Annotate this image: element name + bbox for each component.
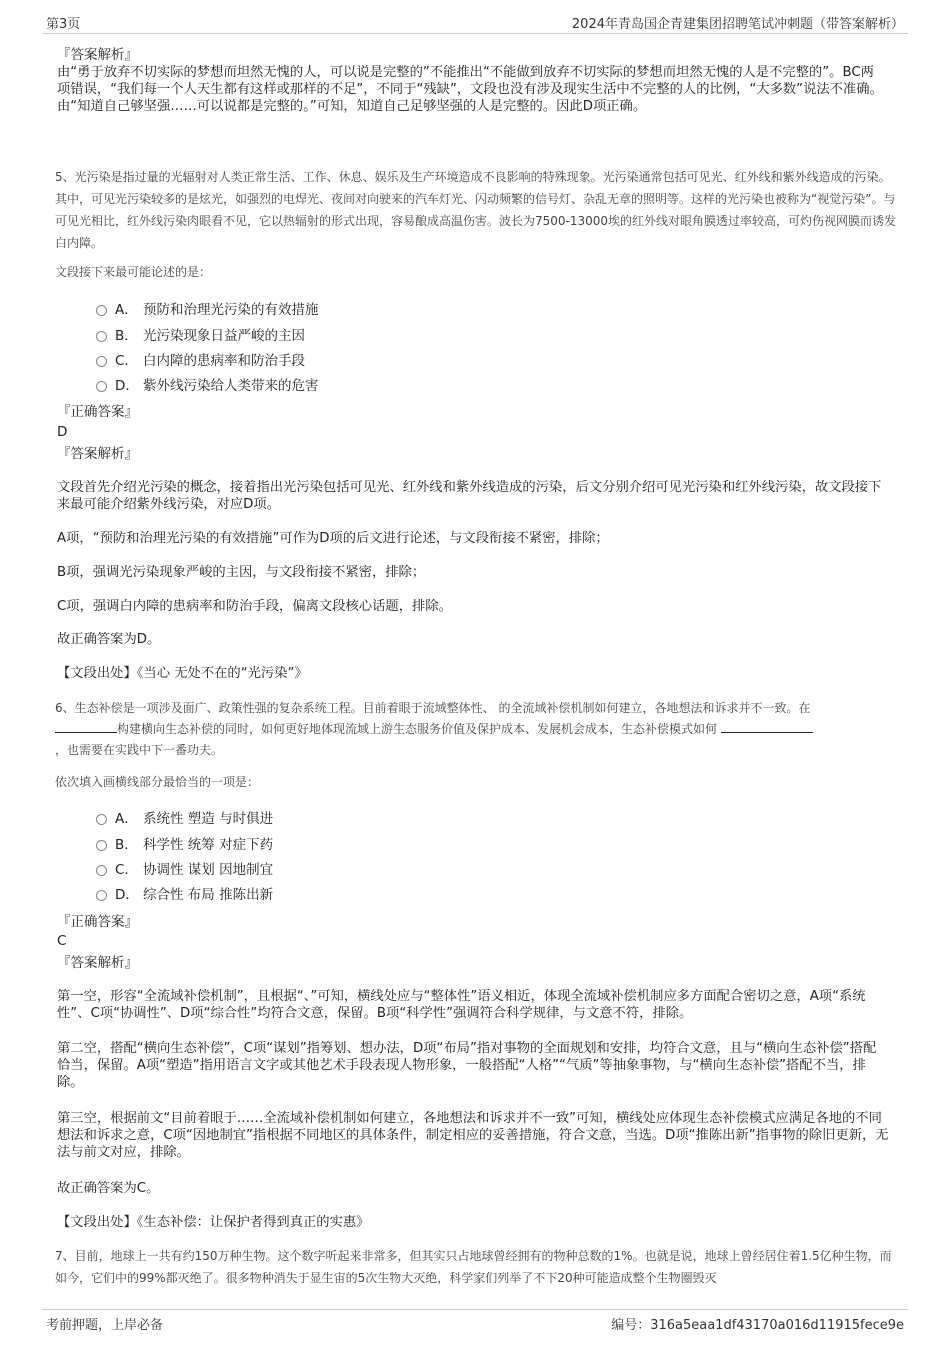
analysis-label: 『答案解析』 [57, 47, 138, 63]
option-letter: D． [115, 887, 139, 903]
option-letter: B． [115, 328, 138, 344]
option-letter: A． [115, 811, 138, 827]
q6-analysis-1 [57, 988, 895, 1022]
question-7-stem: 7、目前，地球上一共有约150万种生物。这个数字听起来非常多，但其实只占地球曾经拥有的物种总数的1%。也就是说，地球上曾经居住着1.5亿种生物，而如今，它们中的99%都灭绝了。很多物种消失于显生宙的5次生物大灭绝，科学家们列举了不下20种可能造成整个生物圈毁灭 [55, 1249, 892, 1285]
q6-option-d[interactable] [96, 883, 273, 903]
header-divider [42, 33, 908, 34]
radio-icon[interactable] [96, 331, 107, 342]
correct-answer: C [57, 933, 67, 949]
analysis-text: 由“勇于放弃不切实际的梦想而坦然无愧的人，可以说是完整的”不能推出“不能做到放弃不切实际的梦想而坦然无愧的人是不完整的”。BC两项错误，“我们每一个人天生都有这样或那样的不足”，不同于“残缺”，文段也没有涉及现实生活中不完整的人的比例，“大多数”说法不准确。由“知道自己够坚强……可以说都是完整的。”可知，知道自己足够坚强的人是完整的。因此D项正确。 [57, 65, 883, 114]
analysis-paragraph: 故正确答案为C。 [57, 1181, 160, 1196]
radio-icon[interactable] [96, 890, 107, 901]
document-title: 2024年青岛国企青建集团招聘笔试冲刺题（带答案解析） [571, 17, 904, 32]
q5-analysis-a [57, 530, 895, 547]
option-text: 光污染现象日益严峻的主因 [143, 328, 305, 344]
analysis-paragraph: 第一空，形容“全流域补偿机制”，且根据“、”可知，横线处应与“整体性”语义相近，体现全流域补偿机制应多方面配合密切之意，A项“系统性”、C项“协调性”、D项“综合性”均符合文意，保留。B项“科学性”强调符合科学规律，与文意不符，排除。 [57, 989, 866, 1021]
radio-icon[interactable] [96, 381, 107, 392]
analysis-paragraph: C项，强调白内障的患病率和防治手段，偏离文段核心话题，排除。 [57, 599, 452, 614]
fill-blank-2 [721, 722, 813, 733]
analysis-label: 『答案解析』 [57, 955, 138, 971]
option-letter: B． [115, 837, 138, 853]
option-text: 协调性 谋划 因地制宜 [143, 862, 274, 878]
question-5-prompt: 文段接下来最可能论述的是： [55, 265, 212, 279]
analysis-paragraph: 第三空，根据前文“目前着眼于……全流域补偿机制如何建立，各地想法和诉求并不一致”可知，横线处应体现生态补偿模式应满足各地的不同想法和诉求之意，C项“因地制宜”指根据不同地区的具体条件，制定相应的妥善措施，符合文意，当选。D项“推陈出新”指事物的除旧更新，无法与前文对应，排除。 [57, 1111, 889, 1160]
radio-icon[interactable] [96, 305, 107, 316]
option-letter: D． [115, 378, 139, 394]
radio-icon[interactable] [96, 356, 107, 367]
correct-answer-label: 『正确答案』 [57, 914, 138, 930]
q5-option-d[interactable] [96, 374, 319, 394]
analysis-label: 『答案解析』 [57, 446, 138, 462]
q6-option-a[interactable] [96, 807, 273, 827]
q6-analysis-3 [57, 1110, 895, 1161]
analysis-paragraph: A项，“预防和治理光污染的有效措施”可作为D项的后文进行论述，与文段衔接不紧密，排除； [57, 531, 609, 546]
q5-conclusion [57, 631, 895, 648]
option-text: 预防和治理光污染的有效措施 [143, 302, 319, 318]
stem-part-2: 构建横向生态补偿的同时，如何更好地体现流域上游生态服务价值及保护成本、发展机会成本，生态补偿模式如何 [117, 722, 718, 736]
option-text: 综合性 布局 推陈出新 [143, 887, 274, 903]
option-text: 科学性 统筹 对症下药 [143, 837, 274, 853]
q6-source [57, 1214, 895, 1231]
document-id: 编号：316a5eaa1df43170a016d11915fece9e [611, 1318, 904, 1333]
q5-option-c[interactable] [96, 349, 305, 369]
option-text: 白内障的患病率和防治手段 [143, 353, 305, 369]
footer-divider [42, 1309, 908, 1310]
fill-blank-1 [55, 722, 117, 733]
question-5-stem: 5、光污染是指过量的光辐射对人类正常生活、工作、休息、娱乐及生产环境造成不良影响的特殊现象。光污染通常包括可见光、红外线和紫外线造成的污染。其中，可见光污染较多的是炫光，如强烈的电焊光、夜间对向驶来的汽车灯光、闪动频繁的信号灯、杂乱无章的照明等。这样的光污染也被称为“视觉污染”。与可见光相比，红外线污染肉眼看不见，它以热辐射的形式出现，容易酿成高温伤害。波长为7500-13000埃的红外线对眼角膜透过率较高，可灼伤视网膜而诱发白内障。 [55, 170, 897, 250]
q6-analysis-2 [57, 1040, 895, 1091]
q6-option-c[interactable] [96, 858, 273, 878]
analysis-paragraph: B项，强调光污染现象严峻的主因，与文段衔接不紧密，排除； [57, 565, 426, 580]
correct-answer: D [57, 424, 68, 440]
stem-part-1: 6、生态补偿是一项涉及面广、政策性强的复杂系统工程。目前着眼于流域整体性、 的全流域补偿机制如何建立，各地想法和诉求并不一致。在 [55, 701, 811, 715]
source-citation: 【文段出处】《生态补偿：让保护者得到真正的实惠》 [57, 1215, 370, 1230]
question-6-prompt: 依次填入画横线部分最恰当的一项是： [55, 775, 260, 789]
option-letter: C． [115, 862, 138, 878]
source-citation: 【文段出处】《当心 无处不在的“光污染”》 [57, 666, 308, 681]
option-text: 紫外线污染给人类带来的危害 [143, 378, 319, 394]
option-letter: C． [115, 353, 138, 369]
correct-answer-label: 『正确答案』 [57, 404, 138, 420]
q5-option-a[interactable] [96, 298, 319, 318]
q5-analysis-c [57, 598, 895, 615]
radio-icon[interactable] [96, 865, 107, 876]
analysis-paragraph: 文段首先介绍光污染的概念，接着指出光污染包括可见光、红外线和紫外线造成的污染，后文分别介绍可见光污染和红外线污染，故文段接下来最可能介绍紫外线污染，对应D项。 [57, 480, 882, 512]
q4-analysis-section [57, 46, 895, 115]
q6-conclusion [57, 1180, 895, 1197]
page-number: 第3页 [46, 17, 81, 32]
q5-analysis-b [57, 564, 895, 581]
radio-icon[interactable] [96, 814, 107, 825]
option-letter: A． [115, 302, 138, 318]
q6-option-b[interactable] [96, 833, 273, 853]
analysis-paragraph: 故正确答案为D。 [57, 632, 161, 647]
q5-analysis [57, 479, 895, 513]
question-6-stem [55, 698, 900, 761]
q5-source [57, 665, 895, 682]
stem-part-3: ，也需要在实践中下一番功夫。 [55, 743, 224, 757]
q5-option-b[interactable] [96, 324, 305, 344]
footer-slogan: 考前押题，上岸必备 [46, 1318, 164, 1333]
option-text: 系统性 塑造 与时俱进 [143, 811, 274, 827]
radio-icon[interactable] [96, 840, 107, 851]
analysis-paragraph: 第二空，搭配“横向生态补偿”，C项“谋划”指筹划、想办法，D项“布局”指对事物的全面规划和安排，均符合文意，且与“横向生态补偿”搭配恰当，保留。A项“塑造”指用语言文字或其他艺术手段表现人物形象，一般搭配“人格”“气质”等抽象事物，与“横向生态补偿”搭配不当，排除。 [57, 1041, 877, 1090]
